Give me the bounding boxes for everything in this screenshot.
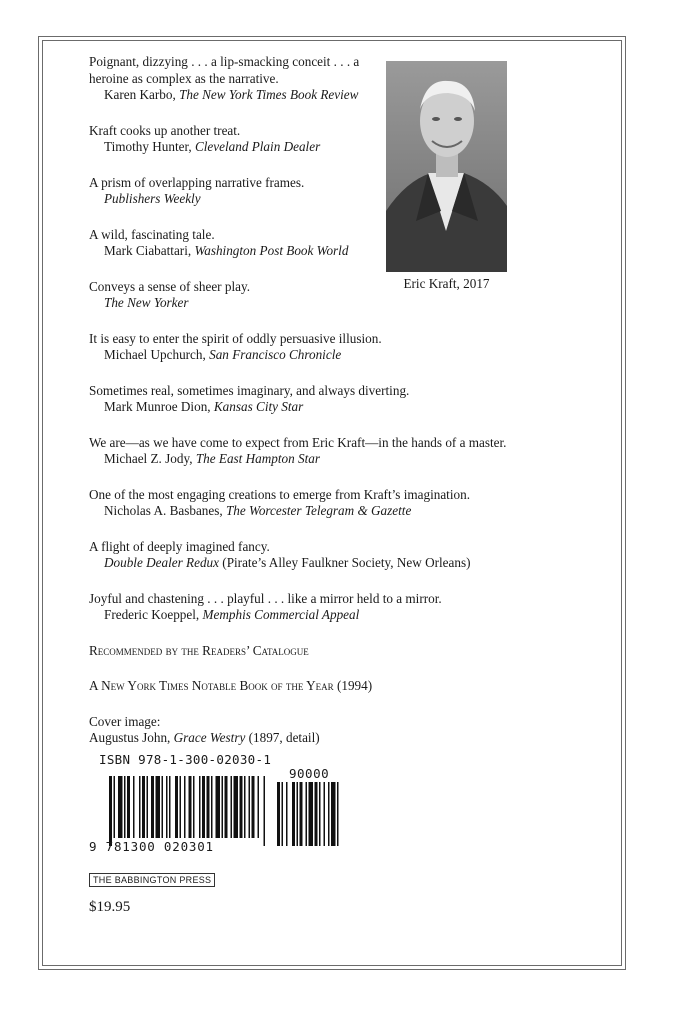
barcode-bar [207,776,210,838]
review-5 [89,331,559,364]
barcode-addon-bar [286,782,288,846]
barcode-bar [234,776,239,838]
barcode-addon-bar [297,782,299,846]
barcode-bar [189,776,192,838]
review-attribution: Michael Upchurch, San Francisco Chronicle [104,347,342,362]
barcode-addon-bar [292,782,295,846]
review-10 [89,591,559,624]
cover-credit [89,714,559,747]
barcode-bar [211,776,213,838]
review-attribution: Frederic Koeppel, Memphis Commercial Appeal [104,607,360,622]
review-quote: A flight of deeply imagined fancy. [89,538,270,554]
review-attribution: Mark Ciabattari, Washington Post Book World [104,243,349,258]
barcode-bar [166,776,168,838]
review-7 [89,435,559,468]
review-6 [89,383,559,416]
isbn-label: ISBN 978-1-300-02030-1 [99,752,272,767]
review-attribution: Michael Z. Jody, The East Hampton Star [104,451,320,466]
barcode-bar [147,776,149,838]
review-8 [89,487,559,520]
barcode-bar [169,776,171,838]
barcode-bar [156,776,161,838]
review-quote: It is easy to enter the spirit of oddly persuasive illusion. [89,330,382,346]
price: $19.95 [89,899,131,915]
review-quote: Kraft cooks up another treat. [89,122,241,138]
barcode-addon-bar [306,782,308,846]
barcode-addon-digits: 90000 [289,766,330,781]
barcode-addon-bar [337,782,339,846]
barcode-bar [127,776,130,838]
barcode-addon-bar [331,782,336,846]
barcode-bar [180,776,182,838]
isbn-barcode [89,752,379,862]
barcode-bar [184,776,186,838]
review-9 [89,539,559,572]
barcode-addon-bar [315,782,318,846]
review-attribution: Publishers Weekly [104,191,201,206]
barcode-addon-bar [277,782,280,846]
review-quote: Poignant, dizzying . . . a lip-smacking conceit . . . a heroine as complex as the narrative. [89,54,360,86]
barcode-bar [142,776,145,838]
barcode-addon-bar [282,782,284,846]
barcode-digits: 9 781300 020301 [89,839,214,854]
barcode-bar [109,776,112,846]
notable-line: A New York Times Notable Book of the Year (1994) [89,678,373,693]
review-quote: A wild, fascinating tale. [89,226,215,242]
barcode-bar [133,776,135,838]
review-quote: Joyful and chastening . . . playful . . . like a mirror held to a mirror. [89,590,442,606]
barcode-bar [124,776,126,838]
barcode-bar [222,776,224,838]
review-attribution: Karen Karbo, The New York Times Book Review [104,87,359,102]
barcode-addon-bar [309,782,314,846]
review-quote: Conveys a sense of sheer play. [89,278,251,294]
barcode-bar [225,776,228,838]
barcode-bar [244,776,246,838]
barcode-bar [264,776,266,846]
review-attribution: The New Yorker [104,295,189,310]
review-quote: One of the most engaging creations to emerge from Kraft’s imagination. [89,486,470,502]
barcode-bar [249,776,251,838]
barcode-bar [139,776,141,838]
review-attribution: Double Dealer Redux (Pirate’s Alley Faulkner Society, New Orleans) [104,555,471,570]
review-attribution: Timothy Hunter, Cleveland Plain Dealer [104,139,321,154]
author-portrait-image [386,61,507,272]
review-attribution: Mark Munroe Dion, Kansas City Star [104,399,304,414]
barcode-bar [240,776,243,838]
review-quote: We are—as we have come to expect from Eric Kraft—in the hands of a master. [89,434,507,450]
barcode-addon-bar [328,782,330,846]
barcode-bar [199,776,201,838]
recommended-line: Recommended by the Readers’ Catalogue [89,642,309,658]
barcode-bar [175,776,178,838]
publisher-label: THE BABBINGTON PRESS [89,873,215,887]
barcode-bar [114,776,116,838]
barcode-bar [231,776,233,838]
review-quote: Sometimes real, sometimes imaginary, and always diverting. [89,382,410,398]
barcode-bar [202,776,205,838]
review-quote: A prism of overlapping narrative frames. [89,174,305,190]
cover-label: Cover image: [89,713,161,729]
barcode-bar [193,776,195,838]
barcode-bar [118,776,123,838]
barcode-bar [252,776,255,838]
cover-attribution: Augustus John, Grace Westry (1897, detail) [89,730,320,745]
barcode-bar [258,776,260,838]
review-attribution: Nicholas A. Basbanes, The Worcester Telegram & Gazette [104,503,412,518]
barcode-bar [162,776,164,838]
barcode-addon-bar [324,782,326,846]
barcode-bar [151,776,154,838]
author-photo [386,61,507,272]
photo-caption: Eric Kraft, 2017 [403,276,490,291]
barcode-bar [216,776,221,838]
barcode-addon-bar [319,782,321,846]
barcode-addon-bar [300,782,303,846]
